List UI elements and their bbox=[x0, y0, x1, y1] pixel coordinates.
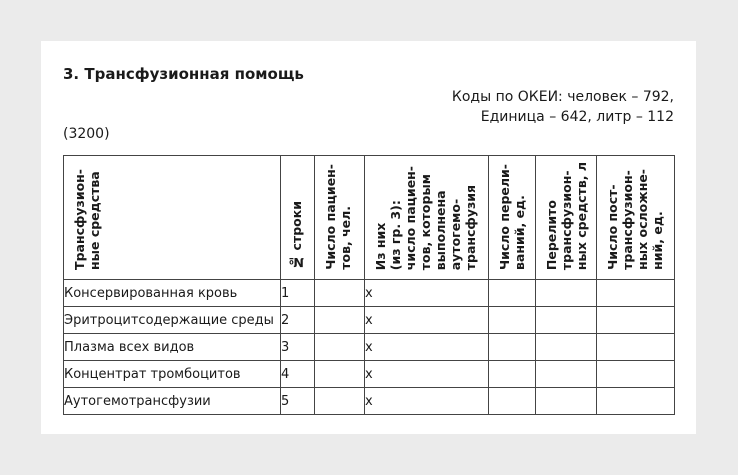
section-title: 3. Трансфузионная помощь bbox=[63, 65, 304, 83]
row-name: Эритроцитсодержащие среды bbox=[64, 307, 281, 334]
table-row bbox=[64, 334, 675, 361]
autohemo-cell: x bbox=[365, 388, 489, 415]
patients-cell[interactable] bbox=[315, 307, 365, 334]
row-name: Консервированная кровь bbox=[64, 280, 281, 307]
patients-cell[interactable] bbox=[315, 361, 365, 388]
liters-cell[interactable] bbox=[536, 307, 597, 334]
liters-cell[interactable] bbox=[536, 388, 597, 415]
transfusions-cell[interactable] bbox=[489, 307, 536, 334]
patients-cell[interactable] bbox=[315, 388, 365, 415]
okei-codes-line-1: Коды по ОКЕИ: человек – 792, bbox=[451, 89, 674, 105]
complications-cell[interactable] bbox=[597, 280, 675, 307]
table-row bbox=[64, 280, 675, 307]
col-header-patients: Число пациен- тов, чел. bbox=[315, 156, 365, 280]
autohemo-cell: x bbox=[365, 307, 489, 334]
row-number: 4 bbox=[281, 361, 315, 388]
liters-cell[interactable] bbox=[536, 361, 597, 388]
transfusions-cell[interactable] bbox=[489, 334, 536, 361]
liters-cell[interactable] bbox=[536, 280, 597, 307]
autohemo-cell: x bbox=[365, 361, 489, 388]
transfusions-cell[interactable] bbox=[489, 361, 536, 388]
complications-cell[interactable] bbox=[597, 334, 675, 361]
table-row bbox=[64, 361, 675, 388]
col-header-complications: Число пост- трансфузион- ных осложне- ний, ед. bbox=[597, 156, 675, 280]
patients-cell[interactable] bbox=[315, 334, 365, 361]
col-header-transfusions: Число перели- ваний, ед. bbox=[489, 156, 536, 280]
complications-cell[interactable] bbox=[597, 307, 675, 334]
row-number: 3 bbox=[281, 334, 315, 361]
liters-cell[interactable] bbox=[536, 334, 597, 361]
table-row bbox=[64, 388, 675, 415]
header-row bbox=[64, 156, 675, 280]
patients-cell[interactable] bbox=[315, 280, 365, 307]
complications-cell[interactable] bbox=[597, 361, 675, 388]
col-header-means: Трансфузион- ные средства bbox=[64, 156, 281, 280]
autohemo-cell: x bbox=[365, 334, 489, 361]
transfusion-table bbox=[63, 155, 675, 415]
okei-codes-line-2: Единица – 642, литр – 112 bbox=[480, 109, 674, 125]
transfusions-cell[interactable] bbox=[489, 280, 536, 307]
okei-codes bbox=[452, 87, 674, 127]
document-page bbox=[41, 41, 696, 434]
transfusions-cell[interactable] bbox=[489, 388, 536, 415]
row-number: 5 bbox=[281, 388, 315, 415]
col-header-liters: Перелито трансфузион- ных средств, л bbox=[536, 156, 597, 280]
complications-cell[interactable] bbox=[597, 388, 675, 415]
table-row bbox=[64, 307, 675, 334]
form-code: (3200) bbox=[63, 126, 110, 142]
col-header-autohemo-patients: Из них (из гр. 3): число пациен- тов, которым выполнена аутогемо- трансфузия bbox=[365, 156, 489, 280]
row-number: 1 bbox=[281, 280, 315, 307]
row-name: Аутогемотрансфузии bbox=[64, 388, 281, 415]
col-header-row-number: № строки bbox=[281, 156, 315, 280]
row-name: Плазма всех видов bbox=[64, 334, 281, 361]
row-number: 2 bbox=[281, 307, 315, 334]
autohemo-cell: x bbox=[365, 280, 489, 307]
row-name: Концентрат тромбоцитов bbox=[64, 361, 281, 388]
